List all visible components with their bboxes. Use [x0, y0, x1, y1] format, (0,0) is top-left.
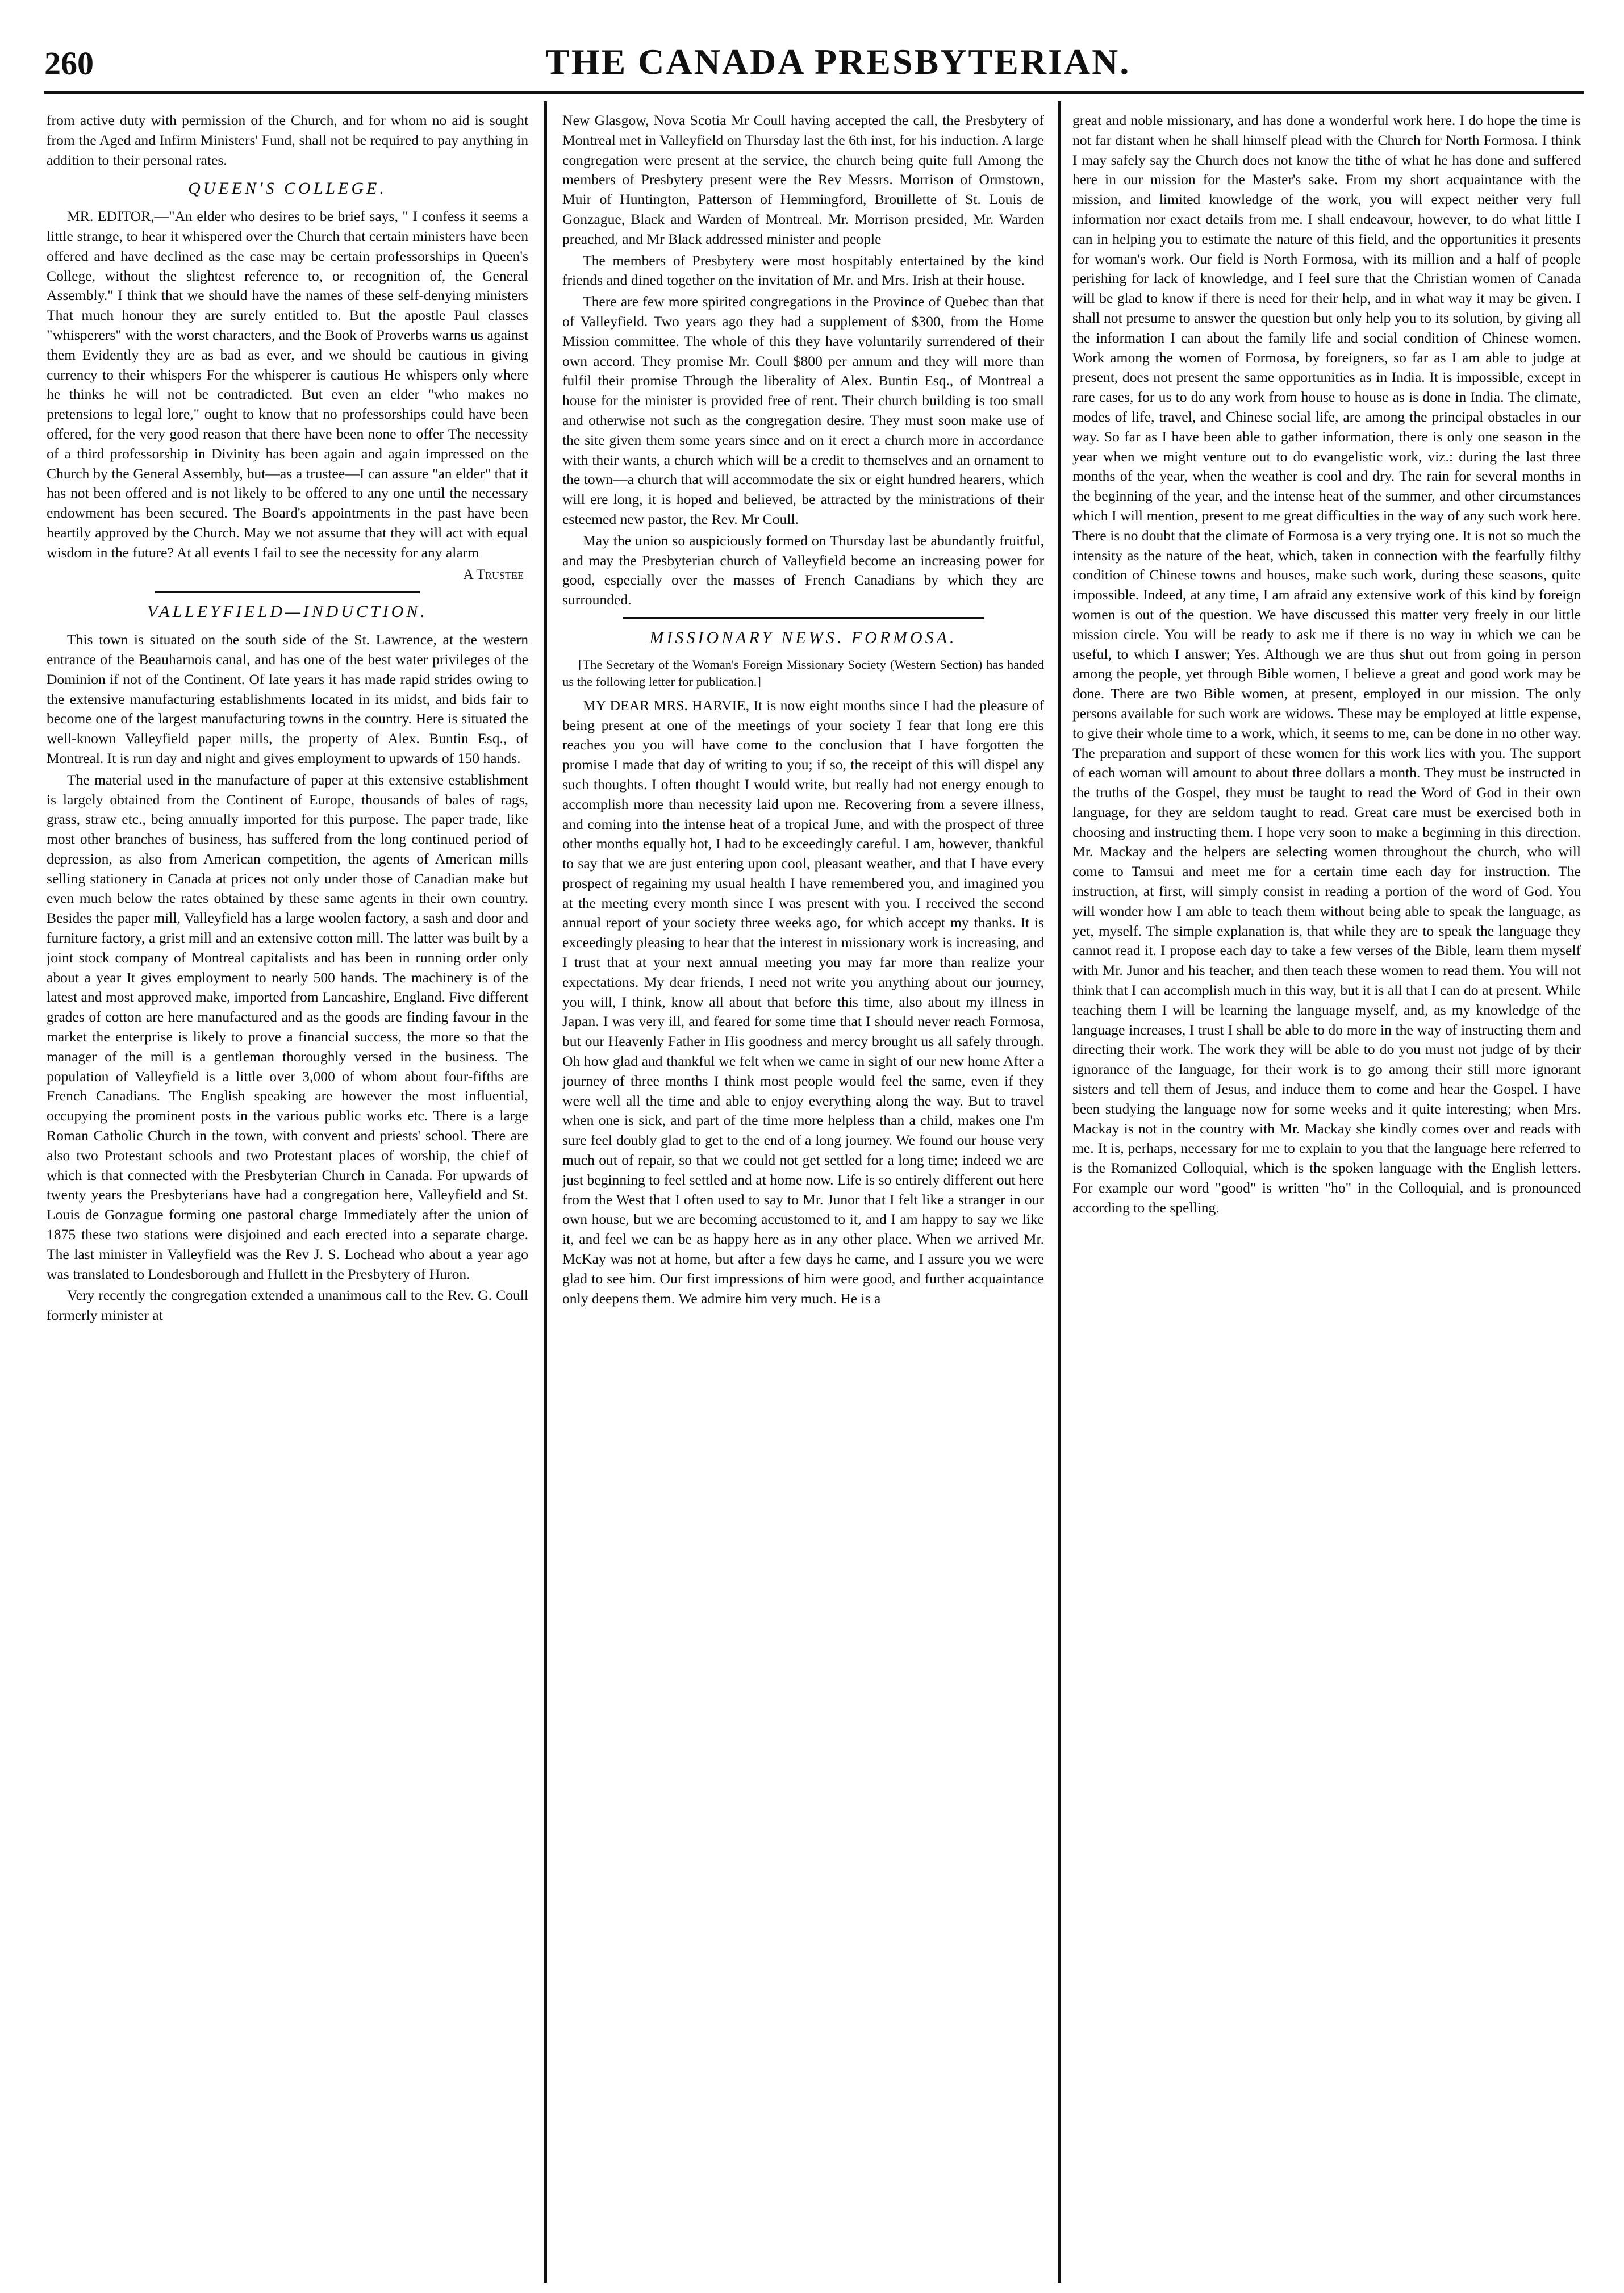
paragraph: The members of Presbytery were most hospitably entertained by the kind friends and dined together on the invitation of Mr. and Mrs. Irish at their house. [562, 252, 1044, 289]
paragraph: MR. EDITOR,—"An elder who desires to be brief says, " I confess it seems a little strange, to hear it whispered over the Church that certain ministers have been offered and have declined as the case may be certain professorships in Queen's College, without the slightest reference to, or recognition of, the General Assembly." I think that we should have the names of these self-denying ministers That much honour they are surely entitled to. But the apostle Paul classes "whisperers" with the worst characters, and the Book of Proverbs warns us against them Evidently they are as bad as ever, and we should be cautious in giving currency to their whispers For the whisperer is cautious He whispers only where he thinks he will not be contradicted. But even an elder "who makes no pretensions to legal lore," ought to know that no professorships could have been offered, for the very good reason that there have been none to offer The necessity of a third professorship in Divinity has been again and again impressed on the Church by the General Assembly, but—as a trustee—I can assure "an elder" that it has not been offered and is not likely to be offered to any one until the necessary endowment has been secured. The Board's appointments in the past have been heartily approved by the Church. May we not assume that they will act with equal wisdom in the future? At all events I fail to see the necessity for any alarm [47, 208, 528, 561]
page-number: 260 [44, 45, 94, 82]
header-rule [44, 91, 1584, 94]
section-title-valleyfield: VALLEYFIELD—INDUCTION. [147, 602, 428, 622]
paragraph: The material used in the manufacture of paper at this extensive establishment is largely obtained from the Continent of Europe, thousands of bales of rags, grass, straw etc., being annually imported for this purpose. The paper trade, like most other branches of business, has suffered from the long continued period of depression, as also from American competition, the agents of American mills selling stationery in Canada at prices not only under those of Canadian make but even much below the rates obtained by these same agents in their own country. Besides the paper mill, Valleyfield has a large woolen factory, a sash and door and furniture factory, a grist mill and an extensive cotton mill. The latter was built by a joint stock company of Montreal capitalists and has been in running order only about a year It gives employment to nearly 500 hands. The machinery is of the latest and most approved make, imported from Lancashire, England. Five different grades of cotton are here manufactured and as the goods are finding favour in the market the enterprise is likely to prove a financial success, the more so that the manager of the mill is a gentleman thoroughly versed in the business. The population of Valleyfield is a little over 3,000 of whom about four-fifths are French Canadians. The English speaking are however the most influential, occupying the prominent posts in the various public works etc. There is a large Roman Catholic Church in the town, with convent and priests' school. There are also two Protestant schools and two Protestant places of worship, the chief of which is that connected with the Presbyterian Church in Canada. For upwards of twenty years the Presbyterians have had a congregation here, Valleyfield and St. Louis de Gonzague forming one pastoral charge Immediately after the union of 1875 these two stations were disjoined and each erected into a separate charge. The last minister in Valleyfield was the Rev J. S. Lochead who about a year ago was translated to Londesborough and Hullett in the Presbytery of Huron. [47, 771, 528, 1282]
paragraph: There are few more spirited congregations in the Province of Quebec than that of Valleyfield. Two years ago they had a supplement of $300, from the Home Mission committee. The whole of this they have voluntarily surrendered of their own accord. They promise Mr. Coull $800 per annum and they will more than fulfil their promise Through the liberality of Alex. Buntin Esq., of Montreal a house for the minister is provided free of rent. Their church building is too small and otherwise not such as the congregation desire. They must soon make use of the site given them some years since and on it erect a church more in accordance with their wants, a church which will be a credit to themselves and an ornament to the town—a church that will accommodate the six or eight hundred hearers, which will ere long, it is hoped and believed, be attracted by the ministrations of their esteemed new pastor, the Rev. Mr Coull. [562, 293, 1044, 527]
paragraph: Very recently the congregation extended a unanimous call to the Rev. G. Coull formerly minister at [47, 1287, 528, 1324]
section-title-queens-college: QUEEN'S COLLEGE. [188, 179, 387, 198]
page-header [0, 0, 1624, 119]
paragraph: New Glasgow, Nova Scotia Mr Coull having accepted the call, the Presbytery of Montreal met in Valleyfield on Thursday last the 6th inst, for his induction. A large congregation were present at the service, the church being quite full Among the members of Presbytery present were the Rev Messrs. Morrison of Ormstown, Muir of Huntington, Patterson of Hemmingford, Brouillette of St. Louis de Gonzague, Black and Warden of Montreal. Mr. Morrison presided, Mr. Warden preached, and Mr Black addressed minister and people [562, 112, 1044, 247]
paragraph: great and noble missionary, and has done a wonderful work here. I do hope the time is not far distant when he shall himself plead with the Church for North Formosa. I think I may safely say the Church does not know the tithe of what he has done and suffered here in our mission for the Master's sake. From my short acquaintance with the mission, and limited knowledge of the work, you will expect neither very full information nor exact details from me. I shall endeavour, however, to do what little I can in helping you to estimate the nature of this field, and the opportunities it presents for woman's work. Our field is North Formosa, with its million and a half of people perishing for lack of knowledge, and I feel sure that the Christian women of Canada will be glad to know if there is need for their help, and in what way it may be given. I shall not presume to answer the question but only help you to its solution, by giving all the information I can about the family life and social condition of Chinese women. Work among the women of Formosa, by foreigners, so far as I am able to judge at present, does not present the same opportunities as in India. It is impossible, except in rare cases, for us to do any work from house to house as is done in India. The climate, modes of life, travel, and Chinese social life, are among the principal obstacles in our way. So far as I have been able to gather information, there is only one season in the year when we might venture out to do evangelistic work, viz.: during the last three months of the year, when the weather is cool and dry. The rain for several months in the beginning of the year, and the intense heat of the summer, and other circumstances which I will mention, present to me great difficulties in the way of any such work here. There is no doubt that the climate of Formosa is a very trying one. It is not so much the intensity as the nature of the heat, which, taken in connection with the fearfully filthy condition of Chinese towns and houses, make such work, during these seasons, quite impossible. Indeed, at any time, I am afraid any extensive work of this kind by foreign women is out of the question. We have discussed this matter very freely in our little mission circle. You will be ready to ask me if there is no way in which we can be useful, to which I answer; Yes. Although we are thus shut out from going in person among the people, yet through Bible women, I believe a great and good work may be done. There are two Bible women, at present, employed in our mission. The only persons available for such work are widows. These may be employed at little expense, to give their whole time to a work, which, it seems to me, can be done in no other way. The preparation and support of these women for this work lies with you. The support of each woman will amount to about three dollars a month. They must be instructed in the truths of the Gospel, they must be taught to read the Word of God in their own language, for they are seldom taught to read. Great care must be exercised both in choosing and instructing them. I hope very soon to make a beginning in this direction. Mr. Mackay and the helpers are selecting women throughout the church, who will come to Tamsui and meet me for a certain time each day for instruction. The instruction, at first, will simply consist in reading a portion of the word of God. You will wonder how I am able to teach them without being able to speak the language, as yet, myself. The simple explanation is, that while they are to speak the language they cannot read it. I propose each day to take a few verses of the Bible, learn them myself with Mr. Junor and his teacher, and then teach these women to read them. You will not think that I can accomplish much in this way, but it is all that I can do at present. While teaching them I will be learning the language myself, and, as my knowledge of the language increases, I trust I shall be able to do more in the way of instructing them and directing their work. The work they will be able to do you must not judge of by their ignorance of the language, for their work is to go among their still more ignorant sisters and tell them of Jesus, and induce them to come and hear the Gospel. I have been studying the language now for some weeks and it quite interesting; when Mrs. Mackay is not in the country with Mr. Mackay she kindly comes over and reads with me. It is, perhaps, necessary for me to explain to you that the language here referred to is the Romanized Colloquial, which is the spoken language with the English letters. For example our word "good" is written "ho" in the Colloquial, and is pronounced according to the spelling. [1072, 112, 1581, 1216]
section-title-missionary-news: MISSIONARY NEWS. FORMOSA. [649, 628, 957, 647]
column-3 [1072, 111, 1581, 2281]
paragraph: from active duty with permission of the Church, and for whom no aid is sought from the Aged and Infirm Ministers' Fund, shall not be required to pay anything in addition to their personal rates. [47, 112, 528, 168]
paragraph: MY DEAR MRS. HARVIE, It is now eight months since I had the pleasure of being present at one of the meetings of your society I fear that long ere this reaches you you will have come to the conclusion that I have forgotten the promise I made that day of writing to you; if so, the receipt of this will dispel any such thoughts. I often thought I would write, but really had not energy enough to accomplish more than necessity laid upon me. Recovering from a severe illness, and coming into the intense heat of a tropical June, and with the prospect of three other months equally hot, I had to be exceedingly careful. I am, however, thankful to say that we are just entering upon cool, pleasant weather, and that I have every prospect of regaining my usual health I have remembered you, and imagined you at the meeting every month since I was present with you. I received the second annual report of your society three weeks ago, for which accept my thanks. It is exceedingly pleasing to hear that the interest in missionary work is increasing, and I trust that at your next annual meeting you may far more than realize your expectations. My dear friends, I need not write you anything about our journey, you will, I think, know all about that before this time, also about my illness in Japan. I was very ill, and feared for some time that I should never reach Formosa, but our Heavenly Father in His goodness and mercy brought us all safely through. Oh how glad and thankful we felt when we came in sight of our new home After a journey of three months I think most people would feel the same, even if they were well all the time and able to enjoy everything along the way. But to travel when one is sick, and part of the time more helpless than a child, makes one I'm sure feel doubly glad to get to the end of a long journey. We found our house very much out of repair, so that we could not get settled for a long time; indeed we are just beginning to feel settled and at home now. Life is so entirely different out here from the West that I often used to say to Mr. Junor that I felt like a stranger in our own house, but we are becoming accustomed to it, and I am happy to say we like it, and feel we can be as happy here as in any other place. When we arrived Mr. McKay was not at home, but after a few days he came, and I assure you we were glad to see him. Our first impressions of him were good, and further acquaintance only deepens them. We admire him very much. He is a [562, 697, 1044, 1307]
editorial-note: [The Secretary of the Woman's Foreign Missionary Society (Western Section) has handed us the following letter for publication.] [562, 657, 1044, 689]
column-2 [562, 111, 1044, 2281]
section-separator [155, 591, 420, 593]
paragraph: May the union so auspiciously formed on Thursday last be abundantly fruitful, and may the Presbyterian church of Valleyfield become an increasing power for good, especially over the masses of French Canadians by which they are surrounded. [562, 532, 1044, 608]
column-1 [47, 111, 528, 2281]
journal-title: THE CANADA PRESBYTERIAN. [545, 41, 1131, 82]
column-divider [1058, 101, 1061, 2283]
paragraph: This town is situated on the south side of the St. Lawrence, at the western entrance of the Beauharnois canal, and has one of the best water privileges of the Dominion if not of the Continent. Of late years it has made rapid strides owing to the extensive manufacturing establishments located in its midst, and bids fair to become one of the largest manufacturing towns in the country. Here is situated the well-known Valleyfield paper mills, the property of Alex. Buntin Esq., of Montreal. It is run day and night and gives employment to upwards of 150 hands. [47, 631, 528, 766]
column-divider [544, 101, 547, 2283]
section-separator [623, 617, 984, 619]
signature: A Trustee [463, 565, 524, 582]
